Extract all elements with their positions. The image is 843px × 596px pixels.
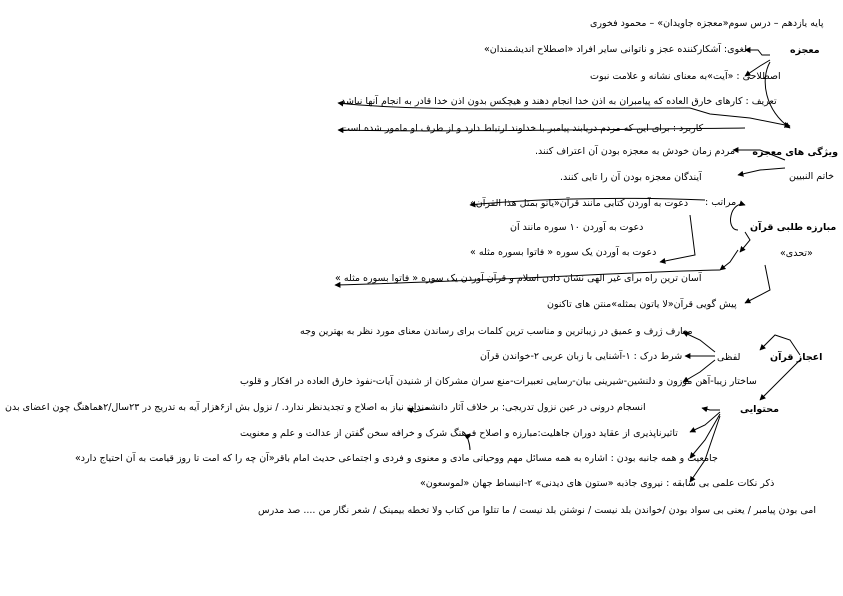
vizhegi-title: ویژگی های معجزه [752, 147, 838, 158]
vizhegi-line-2: آیندگان معجزه بودن آن را تایی کنند. [560, 172, 702, 183]
ejaz-mohtavaei-4: ذکر نکات علمی بی سابقه : نیروی جاذبه «ستون های دیدنی» ۲-انبساط جهان «لموسعون» [420, 478, 775, 489]
mobareze-title: مبارزه طلبی قرآن [750, 222, 837, 233]
mobareze-easiest-way: آسان ترین راه برای غیر الهی نشان دادن اسلام و قرآن آوردن یک سوره « فاتوا بسوره مثله » [335, 273, 702, 284]
ejaz-title: اعجاز قرآن [770, 352, 823, 363]
vizhegi-line-1: مردم زمان خودش به معجزه بودن آن اعتراف کنند. [535, 146, 736, 157]
mojeze-title: معجزه [790, 45, 820, 56]
mojeze-tarif: تعریف : کارهای خارق العاده که پیامبران به اذن خدا انجام دهند و هیچکس بدون اذن خدا قادر به انجام آنها نباشد. [338, 96, 777, 107]
mobareze-level-1: دعوت به آوردن کتابی مانند قرآن«یاتو بمثل هذا القرآن» [470, 198, 689, 209]
ejaz-mohtavaei-2: تاثیرناپذیری از عقاید دوران جاهلیت:مبارزه و اصلاح فرهنگ شرک و خرافه سخن گفتن از عدالت و علم و معنویت [240, 428, 678, 439]
mojeze-estelahi: اصطلاحی : «آیت»به معنای نشانه و علامت نبوت [590, 71, 781, 82]
ejaz-mohtavaei-3: جامعیت و همه جانبه بودن : اشاره به همه مسائل مهم ووحیاتی مادی و معنوی و فردی و اجتماعی حدیث امام باقر«آن چه را که امت تا روز قیامت به آن احتیاج دارد» [75, 453, 718, 464]
vizhegi-subtitle: خاتم النبیین [789, 171, 834, 182]
header-title: پایه یازدهم – درس سوم«معجزه جاویدان» – محمود فخوری [590, 18, 824, 29]
ejaz-lafzi: لفظی [717, 352, 741, 363]
mojeze-loghavi: لغوی: آشکارکننده عجز و ناتوانی سایر افراد «اصطلاح اندیشمندان» [484, 44, 747, 55]
ejaz-mohtavaei: محتوایی [740, 404, 779, 415]
ejaz-lafzi-line-3: ساختار زیبا-آهن موزون و دلنشین-شیرینی بیان-رسایی تعبیرات-منع سران مشرکان از شنیدن آیات-نفوذ خارق العاده در افکار و قلوب [240, 376, 757, 387]
ejaz-mohtavaei-1: انسجام درونی در عین نزول تدریجی: بر خلاف آثار دانشمندان نیاز به اصلاح و تجدیدنظر ندارد. / نزول بش از۶هزار آیه به تدریج در ۲۳سال/۲هماهنگ چون اعضای بدن [5, 402, 646, 413]
mojeze-karbord: کاربرد : برای این که مردم دریابند پیامبر با خداوند ارتباط دارد و از طرف او مامور شده است. [338, 123, 704, 134]
footer-line: امی بودن پیامبر / یعنی بی سواد بودن /خواندن بلد نیست / نوشتن بلد نیست / ما تتلوا من کتاب ولا تخطه بیمینک / شعر نگار من .... صد مدرس [258, 505, 816, 516]
mobareze-marateb: مراتب : [705, 197, 737, 208]
mobareze-level-3: دعوت به آوردن یک سوره « فاتوا بسوره مثله » [470, 247, 657, 258]
mobareze-prophecy: پیش گویی قرآن«لا یاتون بمثله»منتن های تاکنون [547, 299, 737, 310]
ejaz-lafzi-line-1: معارف ژرف و عمیق در زیباترین و مناسب ترین کلمات برای رساندن معنای مورد نظر به بهترین وجه [300, 326, 693, 337]
mobareze-subtitle: «تحدی» [780, 248, 813, 259]
ejaz-lafzi-line-2: شرط درک : ۱-آشنایی با زبان عربی ۲-خواندن قرآن [480, 351, 683, 362]
mobareze-level-2: دعوت به آوردن ۱۰ سوره مانند آن [510, 222, 644, 233]
